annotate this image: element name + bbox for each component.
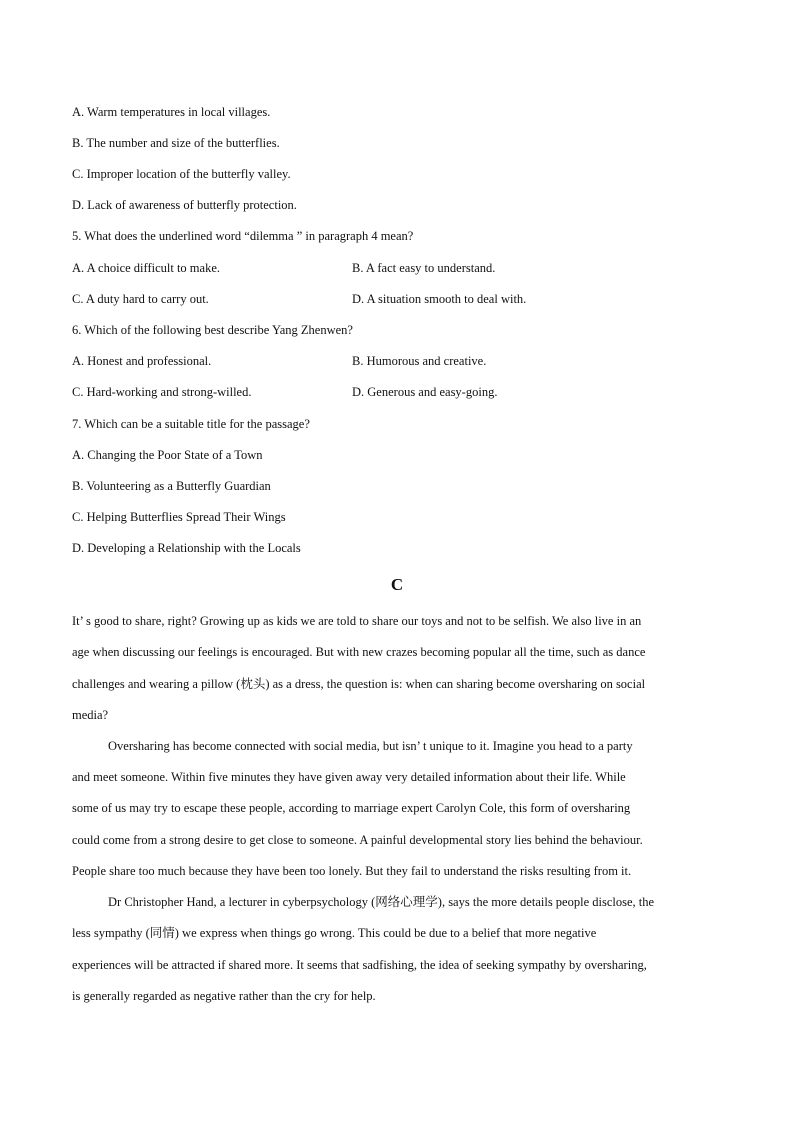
q4-option-b: B. The number and size of the butterflies. — [72, 136, 280, 150]
passage-p2-line: Oversharing has become connected with social media, but isn’ t unique to it. Imagine you head to a party — [108, 739, 633, 753]
q6-question: 6. Which of the following best describe Yang Zhenwen? — [72, 323, 353, 337]
q6-option-c: C. Hard-working and strong-willed. — [72, 385, 252, 399]
q5-option-a: A. A choice difficult to make. — [72, 261, 220, 275]
q6-option-b: B. Humorous and creative. — [352, 354, 487, 368]
passage-p3-line: experiences will be attracted if shared more. It seems that sadfishing, the idea of seeking sympathy by oversharing, — [72, 958, 647, 972]
passage-p2-line: some of us may try to escape these people, according to marriage expert Carolyn Cole, this form of oversharing — [72, 801, 631, 815]
q7-option-b: B. Volunteering as a Butterfly Guardian — [72, 479, 271, 493]
q4-option-c: C. Improper location of the butterfly valley. — [72, 167, 291, 181]
section-heading: C — [390, 575, 404, 594]
q5-question: 5. What does the underlined word “dilemma ” in paragraph 4 mean? — [72, 229, 414, 243]
q6-option-d: D. Generous and easy-going. — [352, 385, 498, 399]
q7-option-d: D. Developing a Relationship with the Locals — [72, 541, 301, 555]
passage-p1-line: age when discussing our feelings is encouraged. But with new crazes becoming popular all the time, such as dance — [72, 645, 646, 659]
passage-p3-line: less sympathy (同情) we express when things go wrong. This could be due to a belief that more negative — [72, 926, 597, 940]
passage-p2-line: and meet someone. Within five minutes they have given away very detailed information about their life. While — [72, 770, 626, 784]
q7-option-a: A. Changing the Poor State of a Town — [72, 448, 263, 462]
passage-p3-line: is generally regarded as negative rather than the cry for help. — [72, 989, 376, 1003]
q7-option-c: C. Helping Butterflies Spread Their Wings — [72, 510, 286, 524]
passage-p2-line: People share too much because they have been too lonely. But they fail to understand the risks resulting from it. — [72, 864, 632, 878]
passage-p3-line: Dr Christopher Hand, a lecturer in cyberpsychology (网络心理学), says the more details people disclose, the — [108, 895, 655, 909]
passage-p2-line: could come from a strong desire to get close to someone. A painful developmental story lies behind the behaviour. — [72, 833, 643, 847]
q4-option-a: A. Warm temperatures in local villages. — [72, 105, 271, 119]
passage-p1-line: media? — [72, 708, 109, 722]
q6-option-a: A. Honest and professional. — [72, 354, 212, 368]
q5-option-b: B. A fact easy to understand. — [352, 261, 496, 275]
q7-question: 7. Which can be a suitable title for the passage? — [72, 417, 310, 431]
q4-option-d: D. Lack of awareness of butterfly protection. — [72, 198, 297, 212]
passage-p1-line: challenges and wearing a pillow (枕头) as a dress, the question is: when can sharing become oversharing on social — [72, 677, 646, 691]
passage-p1-line: It’ s good to share, right? Growing up as kids we are told to share our toys and not to be selfish. We also live in an — [72, 614, 642, 628]
q5-option-d: D. A situation smooth to deal with. — [352, 292, 527, 306]
q5-option-c: C. A duty hard to carry out. — [72, 292, 209, 306]
